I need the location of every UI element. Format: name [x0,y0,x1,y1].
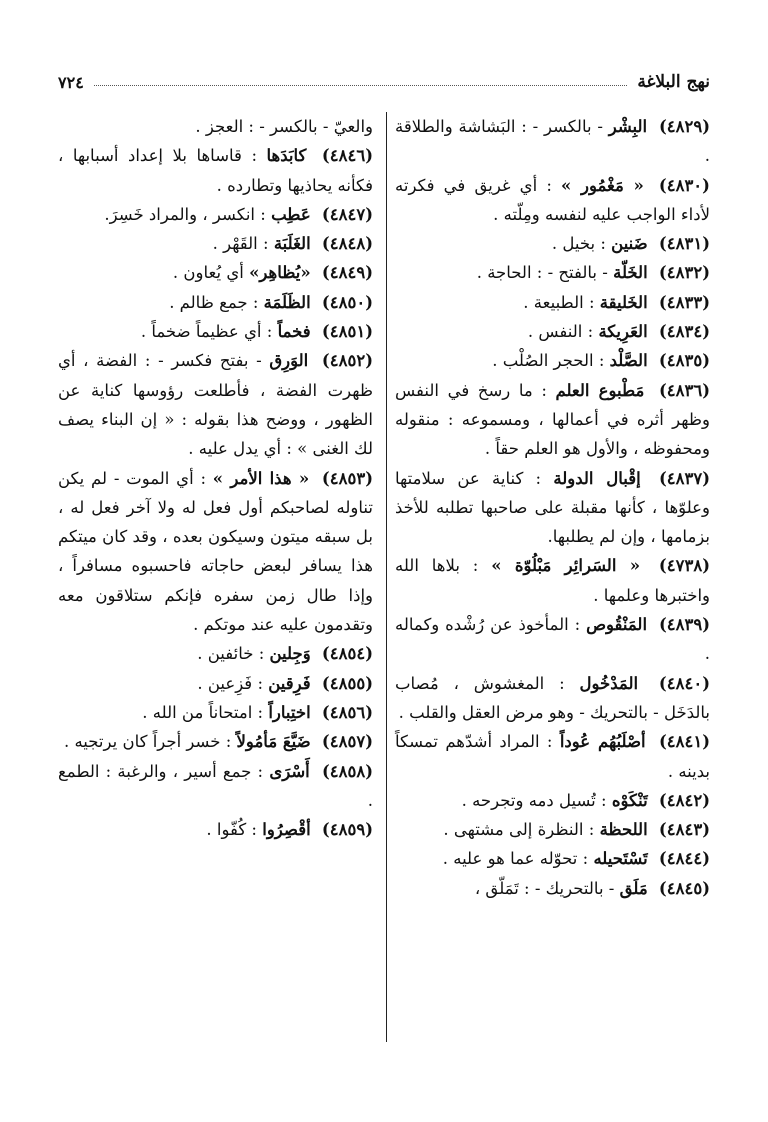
entry-term: الظَلَمَة [263,292,311,312]
entry-term: عَطِب [271,204,311,224]
entry-definition: : الطبيعة . [523,292,595,312]
entry-number: (٤٨٤٩) [321,263,373,283]
right-column [395,112,710,903]
entry-term: أَسْرَى [269,761,310,781]
entry-term: البِشْر [608,117,648,136]
entry-definition: : الحجر الصُلْب . [492,351,605,371]
entry-definition: : المغشوش ، مُصاب بالدَخَل - بالتحريك - وهو مرض العقل والقلب . [395,673,710,722]
glossary-entry [395,874,710,903]
entry-definition: أي يُعاون . [172,263,244,283]
entry-definition: : القَهْر . [212,234,269,254]
entry-number: (٤٧٣٨) [658,556,710,576]
entry-definition: : النظرة إلى مشتهى . [443,820,595,840]
glossary-entry [395,815,710,844]
entry-number: (٤٨٤٦) [321,146,373,166]
page-number: ٧٢٤ [58,73,84,92]
entry-definition: : امتحاناً من الله . [142,702,264,722]
glossary-entry [395,288,710,317]
entry-term: ضَيَّعَ مَأمُولاً [236,732,311,752]
entry-number: (٤٨٣٠) [658,175,710,195]
entry-number: (٤٨٤٢) [658,790,710,810]
entry-number: (٤٨٥٩) [321,820,373,840]
entry-number: (٤٨٥٠) [321,292,373,312]
entry-term: فخماً [277,322,311,342]
entry-definition: : كناية عن سلامتها وعلوّها ، كأنها مقبلة على صاحبها تطلبه للأخذ بزمامها ، وإن لم يطلبها. [395,468,710,547]
glossary-entry [58,112,373,141]
entry-definition: : قاساها بلا إعداد أسبابها ، فكأنه يحاذيها وتطارده . [58,146,373,195]
entry-number: (٤٨٥٣) [321,468,373,488]
entry-term: وَجِلين [269,644,311,664]
glossary-entry [58,200,373,229]
entry-definition: : تُسيل دمه وتجرحه . [461,790,607,810]
entry-number: (٤٨٤٣) [658,820,710,840]
entry-definition: : كُفّوا . [206,820,257,840]
glossary-entry [58,288,373,317]
entry-definition: : جمع أسير ، والرغبة : الطمع . [58,761,373,810]
entry-number: (٤٨٣٥) [658,351,710,371]
entry-definition: : خائفين . [197,644,265,664]
entry-number: (٤٨٤٨) [321,234,373,254]
entry-term: مَلَق [619,878,648,898]
glossary-entry [58,141,373,200]
entry-definition: : جمع ظالم . [169,292,259,312]
glossary-entry [395,551,710,610]
entry-number: (٤٨٥٦) [321,702,373,722]
entry-definition: : أي غريق في فكرته لأداء الواجب عليه لنفسه ومِلّته . [395,175,710,224]
entry-term: المَدْخُول [579,673,639,693]
entry-definition: والعيّ - بالكسر - : العجز . [195,117,373,136]
glossary-entry [58,727,373,756]
entry-definition: : بخيل . [551,234,606,254]
entry-definition: : خسر أجراً كان يرتجيه . [63,732,232,752]
entry-term: اللحظة [599,820,648,840]
entry-number: (٤٨٣٢) [658,263,710,283]
entry-number: (٤٨٤٥) [658,878,710,898]
glossary-entry [395,229,710,258]
entry-term: تَنْكَوْه [611,790,648,810]
glossary-entry [58,346,373,463]
entry-term: « هذا الأمر » [212,468,310,488]
glossary-entry [58,317,373,346]
entry-number: (٤٨٥٥) [321,673,373,693]
glossary-entry [58,639,373,668]
glossary-entry [395,786,710,815]
entry-term: الخَليقة [599,292,648,312]
entry-term: ضَنين [611,234,648,254]
header-rule [94,85,628,86]
entry-term: اختِباراً [268,702,311,722]
entry-definition: : ما رسخ في النفس وظهر أثره في أعمالها ، ومسموعه : منقوله ومحفوظه ، والأول هو العلم حقاً . [395,380,710,459]
entry-definition: - بالتحريك - : تَمَلّق ، [474,878,615,898]
entry-number: (٤٨٣٧) [658,468,711,488]
entry-term: المَنْقُوص [586,615,648,635]
glossary-entry [58,258,373,287]
glossary-entry [58,669,373,698]
entry-definition: - بفتح فكسر - : الفضة ، أي ظهرت الفضة ، فأطلعت رؤوسها كناية عن الظهور ، ووضح هذا بقوله : « إن البناء يصف لك الغنى » : أي يدل عليه . [58,351,373,459]
entry-definition: : المأخوذ عن رُشْده وكماله . [395,615,710,664]
entry-number: (٤٨٥١) [321,322,373,342]
book-title: نهج البلاغة [637,72,710,92]
glossary-entry [395,727,710,786]
entry-term: الغَلَبَة [273,234,311,254]
glossary-entry [395,112,710,171]
glossary-entry [395,171,710,230]
glossary-entry [58,757,373,816]
entry-number: (٤٨٢٩) [658,117,711,136]
entry-number: (٤٨٣٣) [658,292,710,312]
left-column [58,112,373,844]
entry-term: « مَغْمُور » [561,175,644,195]
glossary-entry [395,317,710,346]
entry-term: فَرِقين [268,673,311,693]
glossary-entry [395,464,710,552]
entry-definition: : المراد أشدّهم تمسكاً بدينه . [395,732,710,781]
glossary-entry [395,258,710,287]
entry-number: (٤٨٥٢) [321,351,373,371]
entry-definition: : فَزِعين . [197,673,263,693]
entry-definition: : بلاها الله واختبرها وعلمها . [395,556,710,605]
entry-definition: : تحوّله عما هو عليه . [442,849,589,869]
column-divider [386,112,387,1042]
page-header [58,62,710,92]
entry-term: أقْصِرُوا [262,820,311,840]
glossary-entry [58,464,373,640]
entry-term: أصْلَبُهُم عُوداً [559,732,646,752]
entry-number: (٤٨٥٨) [321,761,374,781]
entry-term: كابَدَها [266,146,307,166]
entry-term: «يُظاهِر» [249,263,311,283]
entry-definition: : أي الموت - لم يكن تناوله لصاحبكم أول فعل له ولا آخر فعل له ، بل سبقه ميتون وسيكون بعده ، وقد كان ميتكم هذا يسافر لبعض حاجاته فاحسبوه مسافراً ، وإذا طال زمن سفره فإنكم ستلاقون معه وتقدمون عليه عند موتكم . [58,468,373,635]
entry-definition: - بالكسر - : البَشاشة والطلاقة . [395,117,710,166]
glossary-entry [395,346,710,375]
glossary-entry [395,669,710,728]
entry-number: (٤٨٤٤) [658,849,710,869]
entry-term: الصَّلْد [609,351,648,371]
glossary-entry [58,815,373,844]
glossary-entry [395,610,710,669]
glossary-entry [58,229,373,258]
glossary-entry [395,844,710,873]
entry-number: (٤٨٤٧) [321,204,373,224]
entry-term: إقْبال الدولة [553,468,641,488]
entry-term: الوَرِق [269,351,309,371]
entry-term: مَطْبوع العلم [555,380,645,400]
entry-number: (٤٨٥٧) [321,732,373,752]
entry-term: « السَرائِر مَبْلُوّة » [491,556,641,576]
entry-number: (٤٨٣٩) [658,615,711,635]
entry-definition: : أي عظيماً ضخماً . [140,322,273,342]
entry-definition: - بالفتح - : الحاجة . [476,263,608,283]
entry-number: (٤٨٣٦) [658,380,711,400]
entry-number: (٤٨٣١) [658,234,710,254]
entry-term: العَرِيكة [598,322,648,342]
entry-term: الخَلّة [613,263,648,283]
entry-definition: : انكسر ، والمراد خَسِرَ. [104,204,266,224]
entry-number: (٤٨٤٠) [658,673,710,693]
entry-number: (٤٨٥٤) [321,644,373,664]
entry-definition: : النفس . [527,322,594,342]
entry-number: (٤٨٣٤) [658,322,710,342]
entry-number: (٤٨٤١) [658,732,711,752]
glossary-entry [58,698,373,727]
glossary-entry [395,376,710,464]
entry-term: تَسْتَحيله [593,849,648,869]
